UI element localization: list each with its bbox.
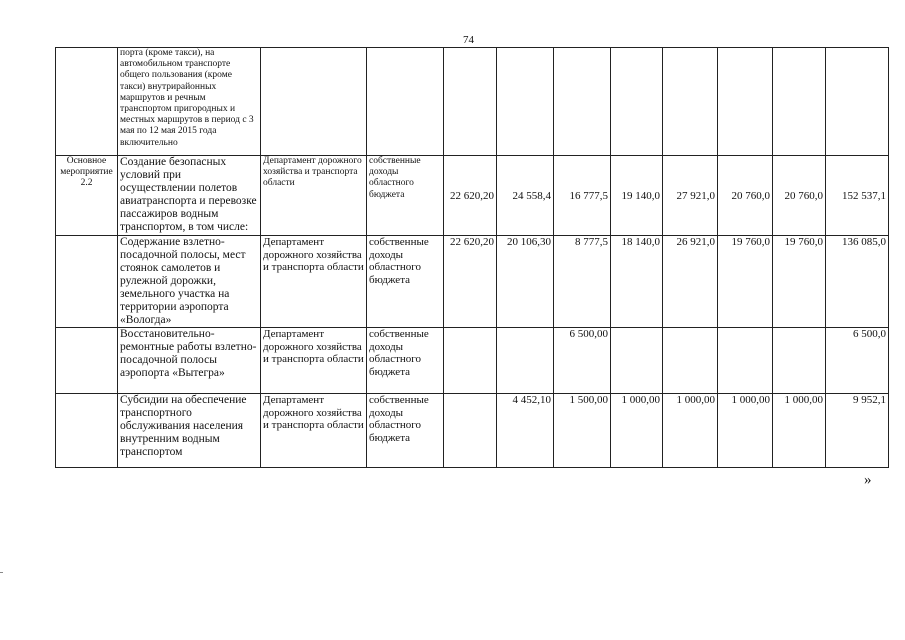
value-cell [718, 328, 773, 394]
value-cell: 1 000,00 [663, 394, 718, 468]
value-cell: 1 500,00 [554, 394, 611, 468]
value-cell: 1 000,00 [773, 394, 826, 468]
value-cell [773, 328, 826, 394]
table-row [56, 156, 889, 236]
value-cell: 1 000,00 [611, 394, 663, 468]
responsible-cell: Департамент дорожного хозяйства и транспорта области [261, 156, 367, 236]
value-cell [497, 328, 554, 394]
value-cell: 22 620,20 [444, 156, 497, 236]
measure-name-cell: Создание безопасных условий при осуществлении полетов авиатранспорта и перевозке пассажиров водным транспортом, в том числе: [118, 156, 261, 236]
value-cell [554, 48, 611, 156]
total-value-cell: 136 085,0 [826, 236, 889, 328]
table-row [56, 328, 889, 394]
measure-number-cell [56, 236, 118, 328]
budget-table [55, 47, 889, 468]
value-cell: 26 921,0 [663, 236, 718, 328]
measure-name-cell: Восстановительно-ремонтные работы взлетно-посадочной полосы аэропорта «Вытегра» [118, 328, 261, 394]
responsible-cell [261, 48, 367, 156]
measure-name-cell: порта (кроме такси), на автомобильном транспорте общего пользования (кроме такси) внутрирайонных маршрутов и речным транспортом пригородных и местных маршрутов в период с 3 мая по 12 мая 2015 года включительно [118, 48, 261, 156]
value-cell: 22 620,20 [444, 236, 497, 328]
measure-name-cell: Субсидии на обеспечение транспортного обслуживания населения внутренним водным транспортом [118, 394, 261, 468]
funding-source-cell: собственные доходы областного бюджета [367, 328, 444, 394]
table-row [56, 394, 889, 468]
funding-source-cell [367, 48, 444, 156]
value-cell [444, 394, 497, 468]
responsible-cell: Департамент дорожного хозяйства и транспорта области [261, 394, 367, 468]
value-cell [444, 48, 497, 156]
value-cell: 19 140,0 [611, 156, 663, 236]
value-cell: 6 500,00 [554, 328, 611, 394]
scan-edge-mark [0, 572, 3, 573]
value-cell [773, 48, 826, 156]
value-cell: 20 106,30 [497, 236, 554, 328]
responsible-cell: Департамент дорожного хозяйства и транспорта области [261, 236, 367, 328]
value-cell: 19 760,0 [773, 236, 826, 328]
value-cell: 1 000,00 [718, 394, 773, 468]
value-cell: 27 921,0 [663, 156, 718, 236]
funding-source-cell: собственные доходы областного бюджета [367, 394, 444, 468]
closing-quote: » [864, 472, 872, 488]
measure-name-cell: Содержание взлетно-посадочной полосы, мест стоянок самолетов и рулежной дорожки, земельного участка на территории аэропорта «Вологда» [118, 236, 261, 328]
value-cell: 4 452,10 [497, 394, 554, 468]
value-cell: 24 558,4 [497, 156, 554, 236]
total-value-cell: 9 952,1 [826, 394, 889, 468]
value-cell [718, 48, 773, 156]
page-number: 74 [463, 34, 474, 46]
value-cell: 16 777,5 [554, 156, 611, 236]
measure-number-cell [56, 394, 118, 468]
value-cell: 18 140,0 [611, 236, 663, 328]
value-cell [497, 48, 554, 156]
measure-number-cell [56, 48, 118, 156]
value-cell [663, 48, 718, 156]
total-value-cell [826, 48, 889, 156]
funding-source-cell: собственные доходы областного бюджета [367, 156, 444, 236]
value-cell [611, 48, 663, 156]
measure-number-cell: Основное мероприятие 2.2 [56, 156, 118, 236]
value-cell [663, 328, 718, 394]
value-cell: 19 760,0 [718, 236, 773, 328]
value-cell: 8 777,5 [554, 236, 611, 328]
table-row [56, 236, 889, 328]
value-cell [444, 328, 497, 394]
responsible-cell: Департамент дорожного хозяйства и транспорта области [261, 328, 367, 394]
funding-source-cell: собственные доходы областного бюджета [367, 236, 444, 328]
table-row [56, 48, 889, 156]
value-cell: 20 760,0 [718, 156, 773, 236]
value-cell: 20 760,0 [773, 156, 826, 236]
measure-number-cell [56, 328, 118, 394]
total-value-cell: 152 537,1 [826, 156, 889, 236]
total-value-cell: 6 500,0 [826, 328, 889, 394]
value-cell [611, 328, 663, 394]
